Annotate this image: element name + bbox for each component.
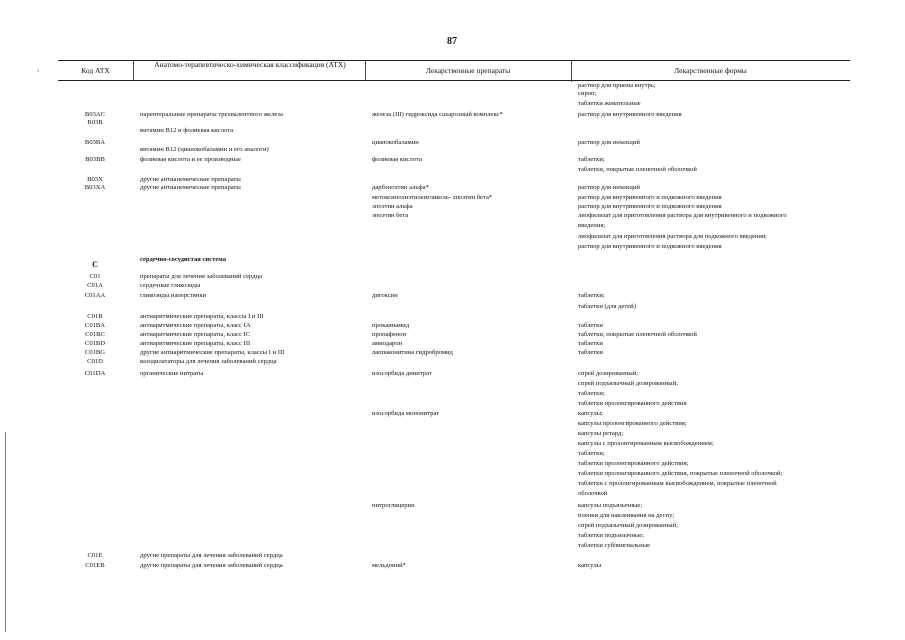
cell-code: C01A <box>87 282 103 289</box>
cell-cls: антиаритмические препараты, классы I и III <box>140 313 264 320</box>
cell-cls: другие препараты для лечения заболеваний сердца <box>140 552 283 559</box>
cell-drug: эпоэтин альфа <box>372 203 413 210</box>
cell-form: спрей подъязычный дозированный; <box>578 522 678 529</box>
cell-cls: антиаритмические препараты, класс IC <box>140 331 251 338</box>
margin-mark: ‹ <box>37 66 40 75</box>
cell-form: таблетки; <box>578 292 605 299</box>
cell-drug: дигоксин <box>372 292 398 299</box>
cell-form: капсулы ретард; <box>578 430 624 437</box>
cell-drug: прокаинамид <box>372 322 410 329</box>
cell-code: B03XA <box>84 184 106 191</box>
cell-code: C01BC <box>85 331 105 338</box>
cell-form: лиофилизат для приготовления раствора для внутривенного и подкожного <box>578 212 787 219</box>
cell-form: спрей дозированный; <box>578 370 639 377</box>
cell-code: C01BA <box>84 322 106 329</box>
cell-cls: вазодилататоры для лечения заболеваний сердца <box>140 358 277 365</box>
cell-form: таблетки пролонгированного действия, покрытые пленочной оболочкой; <box>578 470 783 477</box>
cell-form: таблетки жевательные <box>578 100 641 107</box>
cell-form: таблетки; <box>578 450 605 457</box>
cell-drug: метоксиполиэтиленгликоль- эпоэтин бета* <box>372 194 493 201</box>
cell-form: таблетки сублингвальные <box>578 542 651 549</box>
cell-form: раствор для внутривенного и подкожного введения <box>578 243 722 250</box>
cell-code: C01AA <box>84 292 106 299</box>
cell-code: C <box>92 260 98 269</box>
cell-form: таблетки с пролонгированным высвобождением, покрытые пленочной <box>578 480 777 487</box>
cell-drug: фолиевая кислота <box>372 156 422 163</box>
cell-form: спрей подъязычный дозированный; <box>578 380 678 387</box>
cell-drug: эпоэтин бета <box>372 212 409 219</box>
cell-form: раствор для инъекций <box>578 184 640 191</box>
cell-form: таблетки <box>578 349 603 356</box>
cell-cls: сердечные гликозиды <box>140 282 201 289</box>
header-drugs: Лекарственные препараты <box>425 66 511 75</box>
cell-code: C01BG <box>84 349 106 356</box>
cell-cls: другие антиаритмические препараты, классы I и III <box>140 349 285 356</box>
cell-code: C01B <box>87 313 103 320</box>
cell-cls: витамин B12 и фолиевая кислота <box>140 127 234 134</box>
cell-cls: гликозиды наперстянки <box>140 292 207 299</box>
cell-code: C01BD <box>84 340 106 347</box>
cell-drug: изосорбида мононитрат <box>372 410 440 417</box>
cell-code: C01DA <box>84 370 106 377</box>
cell-drug: мельдоний* <box>372 562 406 569</box>
cell-code: C01D <box>87 358 103 365</box>
cell-code: B03X <box>87 176 103 183</box>
cell-form: таблетки пролонгированного действия; <box>578 460 689 467</box>
cell-form: таблетки; <box>578 390 605 397</box>
cell-form: таблетки подъязычные; <box>578 532 645 539</box>
page-number: 87 <box>447 36 457 47</box>
cell-cls: парентеральные препараты трехвалентного железа <box>140 111 283 118</box>
cell-form: оболочкой <box>578 490 608 497</box>
cell-cls: антиаритмические препараты, класс III <box>140 340 251 347</box>
cell-drug: нитроглицерин <box>372 502 415 509</box>
cell-form: лиофилизат для приготовления раствора для подкожного введения; <box>578 233 767 240</box>
cell-form: капсулы подъязычные; <box>578 502 643 509</box>
cell-form: капсулы; <box>578 410 603 417</box>
cell-form: таблетки, покрытые пленочной оболочкой <box>578 331 697 338</box>
cell-form: таблетки, покрытые пленочной оболочкой <box>578 166 697 173</box>
cell-drug: изосорбида динитрат <box>372 370 432 377</box>
cell-form: таблетки пролонгированного действия <box>578 400 687 407</box>
cell-code: B03BB <box>85 156 105 163</box>
cell-cls: витамин B12 (цианокобаламин и его аналоги) <box>140 146 269 153</box>
header-forms: Лекарственные формы <box>674 66 747 75</box>
cell-form: раствор для приема внутрь; <box>578 82 656 89</box>
cell-form: капсулы с пролонгированным высвобождением; <box>578 440 714 447</box>
cell-drug: железа (III) гидроксида сахарозный комплекс* <box>372 111 503 118</box>
cell-code: B03B <box>87 119 103 126</box>
cell-form: сироп; <box>578 90 597 97</box>
cell-code: B03AC <box>84 111 106 118</box>
header-code: Код АТХ <box>81 66 110 75</box>
header-divider-1 <box>133 60 134 80</box>
cell-code: C01E <box>87 552 103 559</box>
cell-drug: амиодарон <box>372 340 403 347</box>
cell-drug: дарбэпоэтин альфа* <box>372 184 429 191</box>
margin-line <box>5 432 6 632</box>
cell-form: капсулы пролонгированного действия; <box>578 420 687 427</box>
cell-cls: антиаритмические препараты, класс IA <box>140 322 251 329</box>
cell-cls: препараты для лечения заболеваний сердца <box>140 273 263 280</box>
cell-form: таблетки (для детей) <box>578 303 636 310</box>
cell-cls: фолиевая кислота и ее производные <box>140 156 241 163</box>
header-classification: Анатомо-терапевтическо-химическая классификация (АТХ) <box>154 60 346 69</box>
cell-cls: сердечно-сосудистая система <box>140 256 227 263</box>
cell-form: раствор для инъекций <box>578 139 640 146</box>
cell-code: B03BA <box>84 139 106 146</box>
cell-cls: другие антианемические препараты <box>140 176 241 183</box>
cell-form: раствор для внутривенного введения <box>578 111 682 118</box>
cell-form: таблетки <box>578 322 603 329</box>
cell-code: C01 <box>89 273 101 280</box>
cell-drug: пропафенон <box>372 331 407 338</box>
cell-form: раствор для внутривенного и подкожного введения <box>578 194 722 201</box>
header-bottom-rule <box>58 80 850 81</box>
cell-form: капсулы <box>578 562 602 569</box>
cell-form: введения; <box>578 222 606 229</box>
cell-form: раствор для внутривенного и подкожного введения <box>578 203 722 210</box>
cell-cls: другие антианемические препараты <box>140 184 241 191</box>
cell-drug: цианокобаламин <box>372 139 419 146</box>
cell-cls: органические нитраты <box>140 370 204 377</box>
cell-cls: другие препараты для лечения заболеваний сердца <box>140 562 283 569</box>
cell-drug: лаппаконитина гидробромид <box>372 349 453 356</box>
cell-form: таблетки <box>578 340 603 347</box>
cell-code: C01EB <box>85 562 105 569</box>
cell-form: пленки для наклеивания на десну; <box>578 512 675 519</box>
cell-form: таблетки; <box>578 156 605 163</box>
